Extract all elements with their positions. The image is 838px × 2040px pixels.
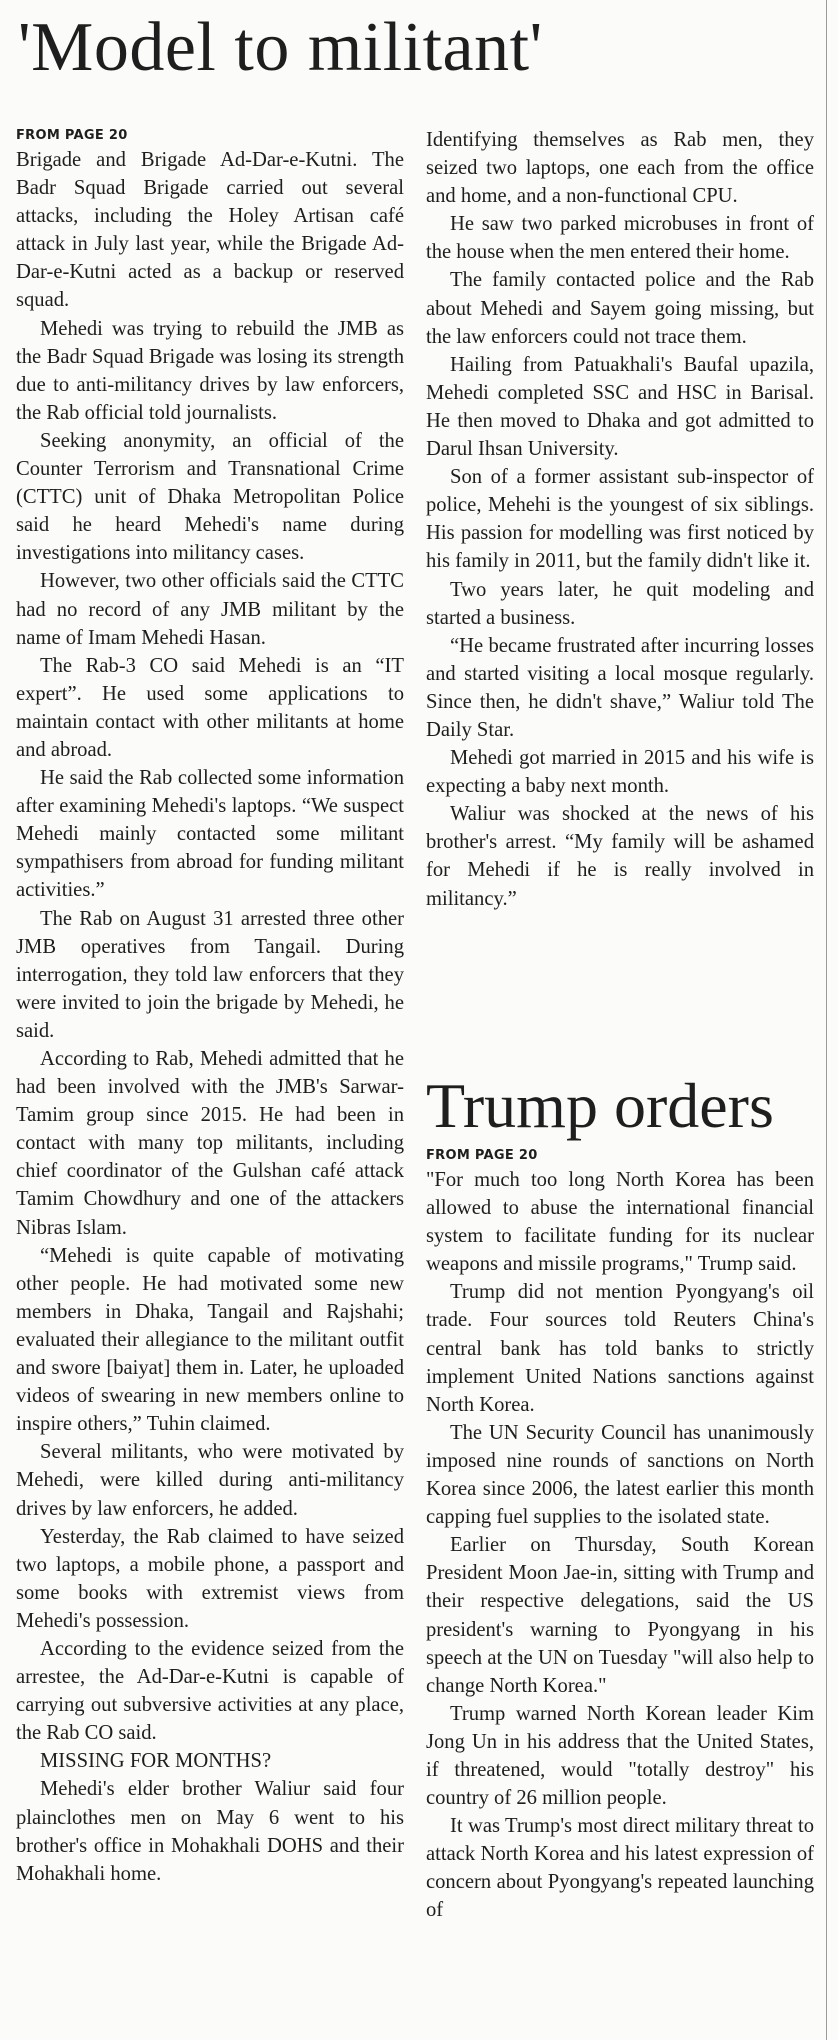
headline-model-to-militant: 'Model to militant' [18,9,543,86]
paragraph: "For much too long North Korea has been allowed to abuse the international financial system to facilitate funding for its nuclear weapons and missile programs," Trump said. [426,1169,814,1276]
from-page-label: FROM PAGE 20 [426,1148,538,1163]
paragraph: According to Rab, Mehedi admitted that he had been involved with the JMB's Sarwar-Tamim group since 2015. He had been in contact with many top militants, including chief coordinator of the Gulshan café attack Tamim Chowdhury and one of the attackers Nibras Islam. [16,1048,404,1239]
paragraph: It was Trump's most direct military threat to attack North Korea and his latest expression of concern about Pyongyang's repeated launching of [426,1815,814,1922]
paragraph: He said the Rab collected some information after examining Mehedi's laptops. “We suspect Mehedi mainly contacted some militant sympathisers from abroad for funding militant activities.” [16,767,404,902]
paragraph: According to the evidence seized from the arrestee, the Ad-Dar-e-Kutni is capable of carrying out subversive activities at any place, the Rab CO said. [16,1637,404,1745]
article-trump-orders-column [426,1146,814,2038]
adjacent-column-edge [830,0,838,2040]
paragraph: Several militants, who were motivated by Mehedi, were killed during anti-militancy drives by law enforcers, he added. [16,1441,404,1520]
article-model-to-militant-column-1 [16,126,404,2036]
paragraph: However, two other officials said the CTTC had no record of any JMB militant by the name of Imam Mehedi Hasan. [16,570,404,649]
paragraph: Seeking anonymity, an official of the Counter Terrorism and Transnational Crime (CTTC) unit of Dhaka Metropolitan Police said he heard Mehedi's name during investigations into militancy cases. [16,429,404,565]
paragraph: “Mehedi is quite capable of motivating other people. He had motivated some new members in Dhaka, Tangail and Rajshahi; evaluated their allegiance to the militant outfit and swore [baiyat] them in. Later, he uploaded videos of swearing in new members online to inspire others,” Tuhin claimed. [16,1244,404,1436]
paragraph: “He became frustrated after incurring losses and started visiting a local mosque regularly. Since then, he didn't shave,” Waliur told The Daily Star. [426,634,814,741]
paragraph: Identifying themselves as Rab men, they seized two laptops, one each from the office and home, and a non-functional CPU. [426,129,814,208]
article-model-to-militant-column-2 [426,126,814,1066]
paragraph: Hailing from Patuakhali's Baufal upazila, Mehedi completed SSC and HSC in Barisal. He then moved to Dhaka and got admitted to Darul Ihsan University. [426,353,814,461]
paragraph: The UN Security Council has unanimously imposed nine rounds of sanctions on North Korea since 2006, the latest earlier this month capping fuel supplies to the isolated state. [426,1421,814,1529]
paragraph: Mehedi was trying to rebuild the JMB as the Badr Squad Brigade was losing its strength due to anti-militancy drives by law enforcers, the Rab official told journalists. [16,317,404,424]
paragraph: Mehedi's elder brother Waliur said four plainclothes men on May 6 went to his brother's office in Mohakhali DOHS and their Mohakhali home. [16,1778,404,1885]
from-page-label: FROM PAGE 20 [16,128,128,143]
paragraph: Mehedi got married in 2015 and his wife is expecting a baby next month. [426,747,814,798]
paragraph: Earlier on Thursday, South Korean President Moon Jae-in, sitting with Trump and their respective delegations, said the US president's warning to Pyongyang in his speech at the UN on Tuesday "will also help to change North Korea." [426,1534,814,1697]
paragraph: The Rab-3 CO said Mehedi is an “IT expert”. He used some applications to maintain contact with other militants at home and abroad. [16,654,404,761]
paragraph: He saw two parked microbuses in front of the house when the men entered their home. [426,213,814,264]
headline-trump-orders: Trump orders [426,1070,774,1141]
paragraph: Son of a former assistant sub-inspector of police, Mehehi is the youngest of six siblings. His passion for modelling was first noticed by his family in 2011, but the family didn't like it. [426,466,814,573]
paragraph: The Rab on August 31 arrested three other JMB operatives from Tangail. During interrogation, they told law enforcers that they were invited to join the brigade by Mehedi, he said. [16,907,404,1042]
paragraph: The family contacted police and the Rab about Mehedi and Sayem going missing, but the law enforcers could not trace them. [426,269,814,348]
paragraph: Yesterday, the Rab claimed to have seized two laptops, a mobile phone, a passport and some books with extremist views from Mehedi's possession. [16,1525,404,1632]
column-divider [826,0,827,2040]
paragraph: Brigade and Brigade Ad-Dar-e-Kutni. The Badr Squad Brigade carried out several attacks, including the Holey Artisan café attack in July last year, while the Brigade Ad-Dar-e-Kutni acted as a backup or reserved squad. [16,149,404,312]
paragraph: Two years later, he quit modeling and started a business. [426,578,814,629]
subhead-missing-for-months: MISSING FOR MONTHS? [40,1750,272,1773]
paragraph: Trump warned North Korean leader Kim Jong Un in his address that the United States, if threatened, would "totally destroy" his country of 26 million people. [426,1702,814,1810]
paragraph: Trump did not mention Pyongyang's oil trade. Four sources told Reuters China's central bank has told banks to strictly implement United Nations sanctions against North Korea. [426,1281,814,1416]
paragraph: Waliur was shocked at the news of his brother's arrest. “My family will be ashamed for Mehedi if he is really involved in militancy.” [426,803,814,910]
